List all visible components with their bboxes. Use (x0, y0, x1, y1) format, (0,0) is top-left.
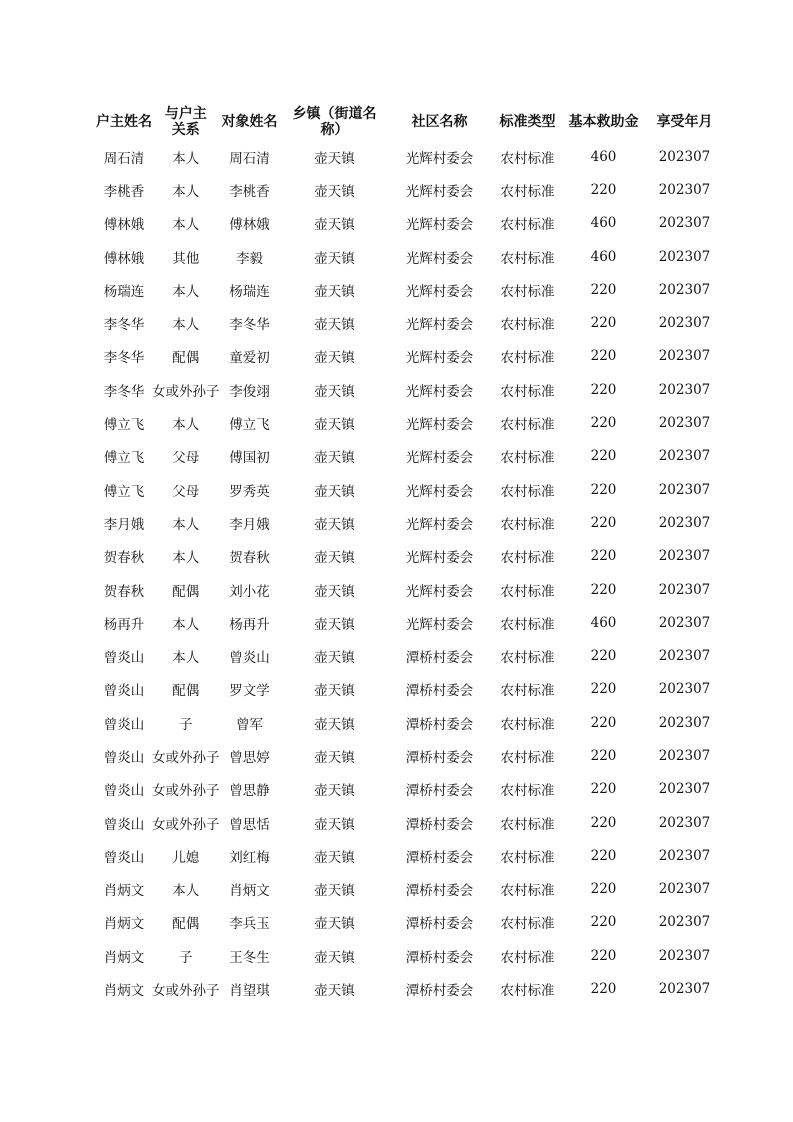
cell-recipient-name: 罗秀英 (229, 483, 270, 500)
header-period: 享受年月 (656, 113, 713, 130)
header-standard-type: 标准类型 (499, 113, 556, 130)
cell-standard-type: 农村标准 (500, 783, 555, 800)
cell-community: 潭桥村委会 (405, 816, 474, 833)
cell-recipient-name: 曾思静 (229, 783, 270, 800)
cell-basic-aid: 220 (590, 814, 617, 831)
cell-standard-type: 农村标准 (500, 883, 555, 900)
cell-community: 潭桥村委会 (405, 749, 474, 766)
cell-period: 202307 (658, 847, 711, 864)
cell-recipient-name: 曾思婷 (229, 749, 270, 766)
cell-basic-aid: 460 (590, 215, 617, 232)
cell-township: 壶天镇 (314, 516, 355, 533)
cell-township: 壶天镇 (314, 783, 355, 800)
table-row (96, 306, 728, 339)
cell-relation: 儿媳 (172, 849, 200, 866)
cell-basic-aid: 220 (590, 548, 617, 565)
cell-basic-aid: 220 (590, 181, 617, 198)
cell-relation: 女或外孙子 (152, 816, 220, 833)
cell-recipient-name: 李兵玉 (229, 916, 270, 933)
cell-basic-aid: 220 (590, 747, 617, 764)
table-row (96, 473, 728, 506)
cell-relation: 子 (179, 716, 193, 733)
cell-township: 壶天镇 (314, 683, 355, 700)
cell-period: 202307 (658, 315, 711, 332)
cell-recipient-name: 李月娥 (229, 516, 270, 533)
cell-period: 202307 (658, 581, 711, 598)
cell-township: 壶天镇 (314, 916, 355, 933)
cell-township: 壶天镇 (314, 749, 355, 766)
cell-relation: 本人 (172, 150, 200, 167)
cell-relation: 女或外孙子 (152, 983, 220, 1000)
header-township: 乡镇（街道名 称） (292, 105, 377, 138)
cell-standard-type: 农村标准 (500, 616, 555, 633)
cell-householder-name: 曾炎山 (103, 683, 145, 700)
cell-relation: 女或外孙子 (152, 383, 220, 400)
cell-standard-type: 农村标准 (500, 583, 555, 600)
cell-period: 202307 (658, 681, 711, 698)
cell-basic-aid: 220 (590, 514, 617, 531)
table-row (96, 540, 728, 573)
cell-basic-aid: 220 (590, 581, 617, 598)
cell-relation: 本人 (172, 283, 200, 300)
cell-township: 壶天镇 (314, 183, 355, 200)
cell-basic-aid: 460 (590, 148, 617, 165)
cell-recipient-name: 刘红梅 (229, 849, 270, 866)
cell-householder-name: 杨瑞连 (103, 283, 145, 300)
cell-basic-aid: 220 (590, 781, 617, 798)
cell-recipient-name: 李毅 (236, 250, 263, 267)
cell-township: 壶天镇 (314, 383, 355, 400)
cell-basic-aid: 220 (590, 714, 617, 731)
cell-recipient-name: 周石清 (229, 150, 270, 167)
header-recipient-name: 对象姓名 (221, 113, 278, 130)
header-householder-name: 户主姓名 (96, 113, 152, 130)
cell-township: 壶天镇 (314, 150, 355, 167)
table-row (96, 739, 728, 772)
cell-township: 壶天镇 (314, 583, 355, 600)
cell-period: 202307 (658, 481, 711, 498)
cell-community: 光辉村委会 (405, 383, 474, 400)
table-row (96, 373, 728, 406)
cell-recipient-name: 罗文学 (229, 683, 270, 700)
cell-period: 202307 (658, 215, 711, 232)
cell-householder-name: 杨再升 (103, 616, 145, 633)
table-row (96, 140, 728, 173)
cell-township: 壶天镇 (314, 250, 355, 267)
cell-township: 壶天镇 (314, 283, 355, 300)
cell-relation: 其他 (172, 250, 200, 267)
cell-township: 壶天镇 (314, 217, 355, 234)
cell-recipient-name: 童爱初 (229, 350, 270, 367)
cell-basic-aid: 220 (590, 415, 617, 432)
assistance-roster-table (96, 103, 728, 1006)
cell-period: 202307 (658, 648, 711, 665)
cell-householder-name: 肖炳文 (103, 883, 145, 900)
cell-community: 光辉村委会 (405, 583, 474, 600)
cell-basic-aid: 220 (590, 648, 617, 665)
cell-period: 202307 (658, 181, 711, 198)
cell-township: 壶天镇 (314, 716, 355, 733)
cell-standard-type: 农村标准 (500, 983, 555, 1000)
cell-standard-type: 农村标准 (500, 650, 555, 667)
table-row (96, 207, 728, 240)
cell-community: 潭桥村委会 (405, 916, 474, 933)
cell-relation: 子 (179, 949, 193, 966)
table-header-row (96, 103, 728, 140)
cell-recipient-name: 傅立飞 (229, 417, 270, 434)
table-body (96, 140, 728, 1006)
cell-period: 202307 (658, 281, 711, 298)
cell-community: 光辉村委会 (405, 417, 474, 434)
cell-community: 光辉村委会 (405, 150, 474, 167)
cell-standard-type: 农村标准 (500, 716, 555, 733)
cell-community: 光辉村委会 (405, 317, 474, 334)
cell-township: 壶天镇 (314, 550, 355, 567)
cell-basic-aid: 220 (590, 681, 617, 698)
cell-period: 202307 (658, 747, 711, 764)
cell-standard-type: 农村标准 (500, 749, 555, 766)
cell-recipient-name: 肖望琪 (229, 983, 270, 1000)
cell-standard-type: 农村标准 (500, 916, 555, 933)
cell-period: 202307 (658, 981, 711, 998)
table-row (96, 406, 728, 439)
cell-householder-name: 李桃香 (103, 183, 145, 200)
cell-relation: 配偶 (172, 583, 200, 600)
cell-relation: 本人 (172, 650, 200, 667)
cell-householder-name: 李月娥 (103, 516, 145, 533)
table-row (96, 839, 728, 872)
cell-standard-type: 农村标准 (500, 150, 555, 167)
cell-standard-type: 农村标准 (500, 417, 555, 434)
table-row (96, 506, 728, 539)
table-row (96, 240, 728, 273)
cell-householder-name: 曾炎山 (103, 816, 145, 833)
cell-basic-aid: 220 (590, 914, 617, 931)
cell-standard-type: 农村标准 (500, 816, 555, 833)
cell-community: 光辉村委会 (405, 550, 474, 567)
cell-recipient-name: 王冬生 (229, 949, 270, 966)
table-row (96, 573, 728, 606)
cell-community: 潭桥村委会 (405, 716, 474, 733)
cell-period: 202307 (658, 714, 711, 731)
cell-standard-type: 农村标准 (500, 516, 555, 533)
cell-community: 潭桥村委会 (405, 949, 474, 966)
cell-recipient-name: 贺春秋 (229, 550, 270, 567)
cell-relation: 本人 (172, 516, 200, 533)
cell-householder-name: 李冬华 (103, 350, 145, 367)
cell-period: 202307 (658, 448, 711, 465)
cell-period: 202307 (658, 914, 711, 931)
cell-period: 202307 (658, 814, 711, 831)
cell-community: 光辉村委会 (405, 616, 474, 633)
cell-basic-aid: 460 (590, 614, 617, 631)
cell-standard-type: 农村标准 (500, 383, 555, 400)
cell-householder-name: 贺春秋 (103, 583, 145, 600)
cell-relation: 配偶 (172, 916, 200, 933)
cell-recipient-name: 曾思恬 (229, 816, 270, 833)
cell-householder-name: 曾炎山 (103, 783, 145, 800)
cell-standard-type: 农村标准 (500, 550, 555, 567)
cell-relation: 父母 (172, 483, 200, 500)
cell-householder-name: 肖炳文 (103, 949, 145, 966)
table-row (96, 173, 728, 206)
cell-township: 壶天镇 (314, 350, 355, 367)
cell-recipient-name: 肖炳文 (229, 883, 270, 900)
table-row (96, 340, 728, 373)
cell-recipient-name: 刘小花 (229, 583, 270, 600)
cell-recipient-name: 李桃香 (229, 183, 270, 200)
cell-householder-name: 曾炎山 (103, 716, 145, 733)
cell-householder-name: 傅立飞 (103, 450, 145, 467)
table-row (96, 440, 728, 473)
cell-recipient-name: 李俊翊 (229, 383, 270, 400)
cell-relation: 父母 (172, 450, 200, 467)
cell-householder-name: 傅立飞 (103, 483, 145, 500)
cell-basic-aid: 220 (590, 981, 617, 998)
cell-township: 壶天镇 (314, 483, 355, 500)
cell-householder-name: 肖炳文 (103, 916, 145, 933)
cell-standard-type: 农村标准 (500, 317, 555, 334)
cell-community: 潭桥村委会 (405, 849, 474, 866)
cell-period: 202307 (658, 348, 711, 365)
cell-community: 光辉村委会 (405, 217, 474, 234)
cell-period: 202307 (658, 614, 711, 631)
cell-standard-type: 农村标准 (500, 450, 555, 467)
cell-householder-name: 李冬华 (103, 383, 145, 400)
cell-householder-name: 李冬华 (103, 317, 145, 334)
header-relation: 与户主 关系 (164, 105, 207, 138)
cell-township: 壶天镇 (314, 616, 355, 633)
table-row (96, 639, 728, 672)
cell-householder-name: 贺春秋 (103, 550, 145, 567)
cell-standard-type: 农村标准 (500, 350, 555, 367)
cell-community: 光辉村委会 (405, 250, 474, 267)
cell-recipient-name: 傅国初 (229, 450, 270, 467)
header-community: 社区名称 (411, 113, 468, 130)
cell-basic-aid: 220 (590, 281, 617, 298)
cell-basic-aid: 220 (590, 481, 617, 498)
cell-period: 202307 (658, 381, 711, 398)
cell-period: 202307 (658, 548, 711, 565)
cell-householder-name: 曾炎山 (103, 650, 145, 667)
cell-relation: 配偶 (172, 683, 200, 700)
cell-householder-name: 肖炳文 (103, 983, 145, 1000)
cell-community: 潭桥村委会 (405, 783, 474, 800)
table-row (96, 806, 728, 839)
cell-householder-name: 周石清 (103, 150, 145, 167)
cell-community: 潭桥村委会 (405, 883, 474, 900)
table-row (96, 273, 728, 306)
cell-township: 壶天镇 (314, 983, 355, 1000)
table-row (96, 939, 728, 972)
cell-period: 202307 (658, 947, 711, 964)
cell-relation: 本人 (172, 883, 200, 900)
cell-period: 202307 (658, 881, 711, 898)
cell-township: 壶天镇 (314, 883, 355, 900)
cell-relation: 本人 (172, 317, 200, 334)
cell-community: 光辉村委会 (405, 350, 474, 367)
cell-householder-name: 曾炎山 (103, 849, 145, 866)
cell-recipient-name: 曾炎山 (229, 650, 270, 667)
cell-township: 壶天镇 (314, 317, 355, 334)
cell-relation: 女或外孙子 (152, 783, 220, 800)
cell-township: 壶天镇 (314, 949, 355, 966)
cell-recipient-name: 傅林娥 (229, 217, 270, 234)
table-row (96, 972, 728, 1005)
cell-recipient-name: 杨瑞连 (229, 283, 270, 300)
cell-standard-type: 农村标准 (500, 250, 555, 267)
table-row (96, 773, 728, 806)
cell-standard-type: 农村标准 (500, 849, 555, 866)
cell-relation: 配偶 (172, 350, 200, 367)
cell-relation: 本人 (172, 417, 200, 434)
cell-relation: 本人 (172, 616, 200, 633)
cell-basic-aid: 220 (590, 448, 617, 465)
cell-community: 光辉村委会 (405, 450, 474, 467)
cell-standard-type: 农村标准 (500, 283, 555, 300)
table-row (96, 606, 728, 639)
table-row (96, 873, 728, 906)
cell-period: 202307 (658, 148, 711, 165)
cell-community: 光辉村委会 (405, 283, 474, 300)
cell-recipient-name: 李冬华 (229, 317, 270, 334)
cell-community: 光辉村委会 (405, 183, 474, 200)
cell-community: 潭桥村委会 (405, 683, 474, 700)
table-row (96, 706, 728, 739)
cell-relation: 本人 (172, 550, 200, 567)
cell-period: 202307 (658, 248, 711, 265)
cell-householder-name: 傅林娥 (103, 217, 145, 234)
cell-township: 壶天镇 (314, 417, 355, 434)
cell-township: 壶天镇 (314, 650, 355, 667)
cell-standard-type: 农村标准 (500, 217, 555, 234)
cell-relation: 本人 (172, 217, 200, 234)
table-row (96, 906, 728, 939)
cell-householder-name: 傅立飞 (103, 417, 145, 434)
cell-township: 壶天镇 (314, 816, 355, 833)
cell-standard-type: 农村标准 (500, 683, 555, 700)
cell-basic-aid: 220 (590, 381, 617, 398)
cell-standard-type: 农村标准 (500, 483, 555, 500)
cell-recipient-name: 杨再升 (229, 616, 270, 633)
cell-township: 壶天镇 (314, 849, 355, 866)
cell-basic-aid: 220 (590, 847, 617, 864)
cell-community: 光辉村委会 (405, 483, 474, 500)
cell-basic-aid: 460 (590, 248, 617, 265)
header-basic-aid: 基本救助金 (568, 113, 639, 130)
cell-period: 202307 (658, 781, 711, 798)
cell-community: 潭桥村委会 (405, 650, 474, 667)
cell-community: 光辉村委会 (405, 516, 474, 533)
cell-householder-name: 曾炎山 (103, 749, 145, 766)
cell-relation: 女或外孙子 (152, 749, 220, 766)
cell-standard-type: 农村标准 (500, 949, 555, 966)
cell-basic-aid: 220 (590, 881, 617, 898)
cell-householder-name: 傅林娥 (103, 250, 145, 267)
cell-basic-aid: 220 (590, 315, 617, 332)
table-row (96, 673, 728, 706)
cell-period: 202307 (658, 514, 711, 531)
cell-recipient-name: 曾军 (236, 716, 263, 733)
cell-basic-aid: 220 (590, 348, 617, 365)
cell-standard-type: 农村标准 (500, 183, 555, 200)
cell-community: 潭桥村委会 (405, 983, 474, 1000)
cell-township: 壶天镇 (314, 450, 355, 467)
cell-basic-aid: 220 (590, 947, 617, 964)
cell-relation: 本人 (172, 183, 200, 200)
cell-period: 202307 (658, 415, 711, 432)
